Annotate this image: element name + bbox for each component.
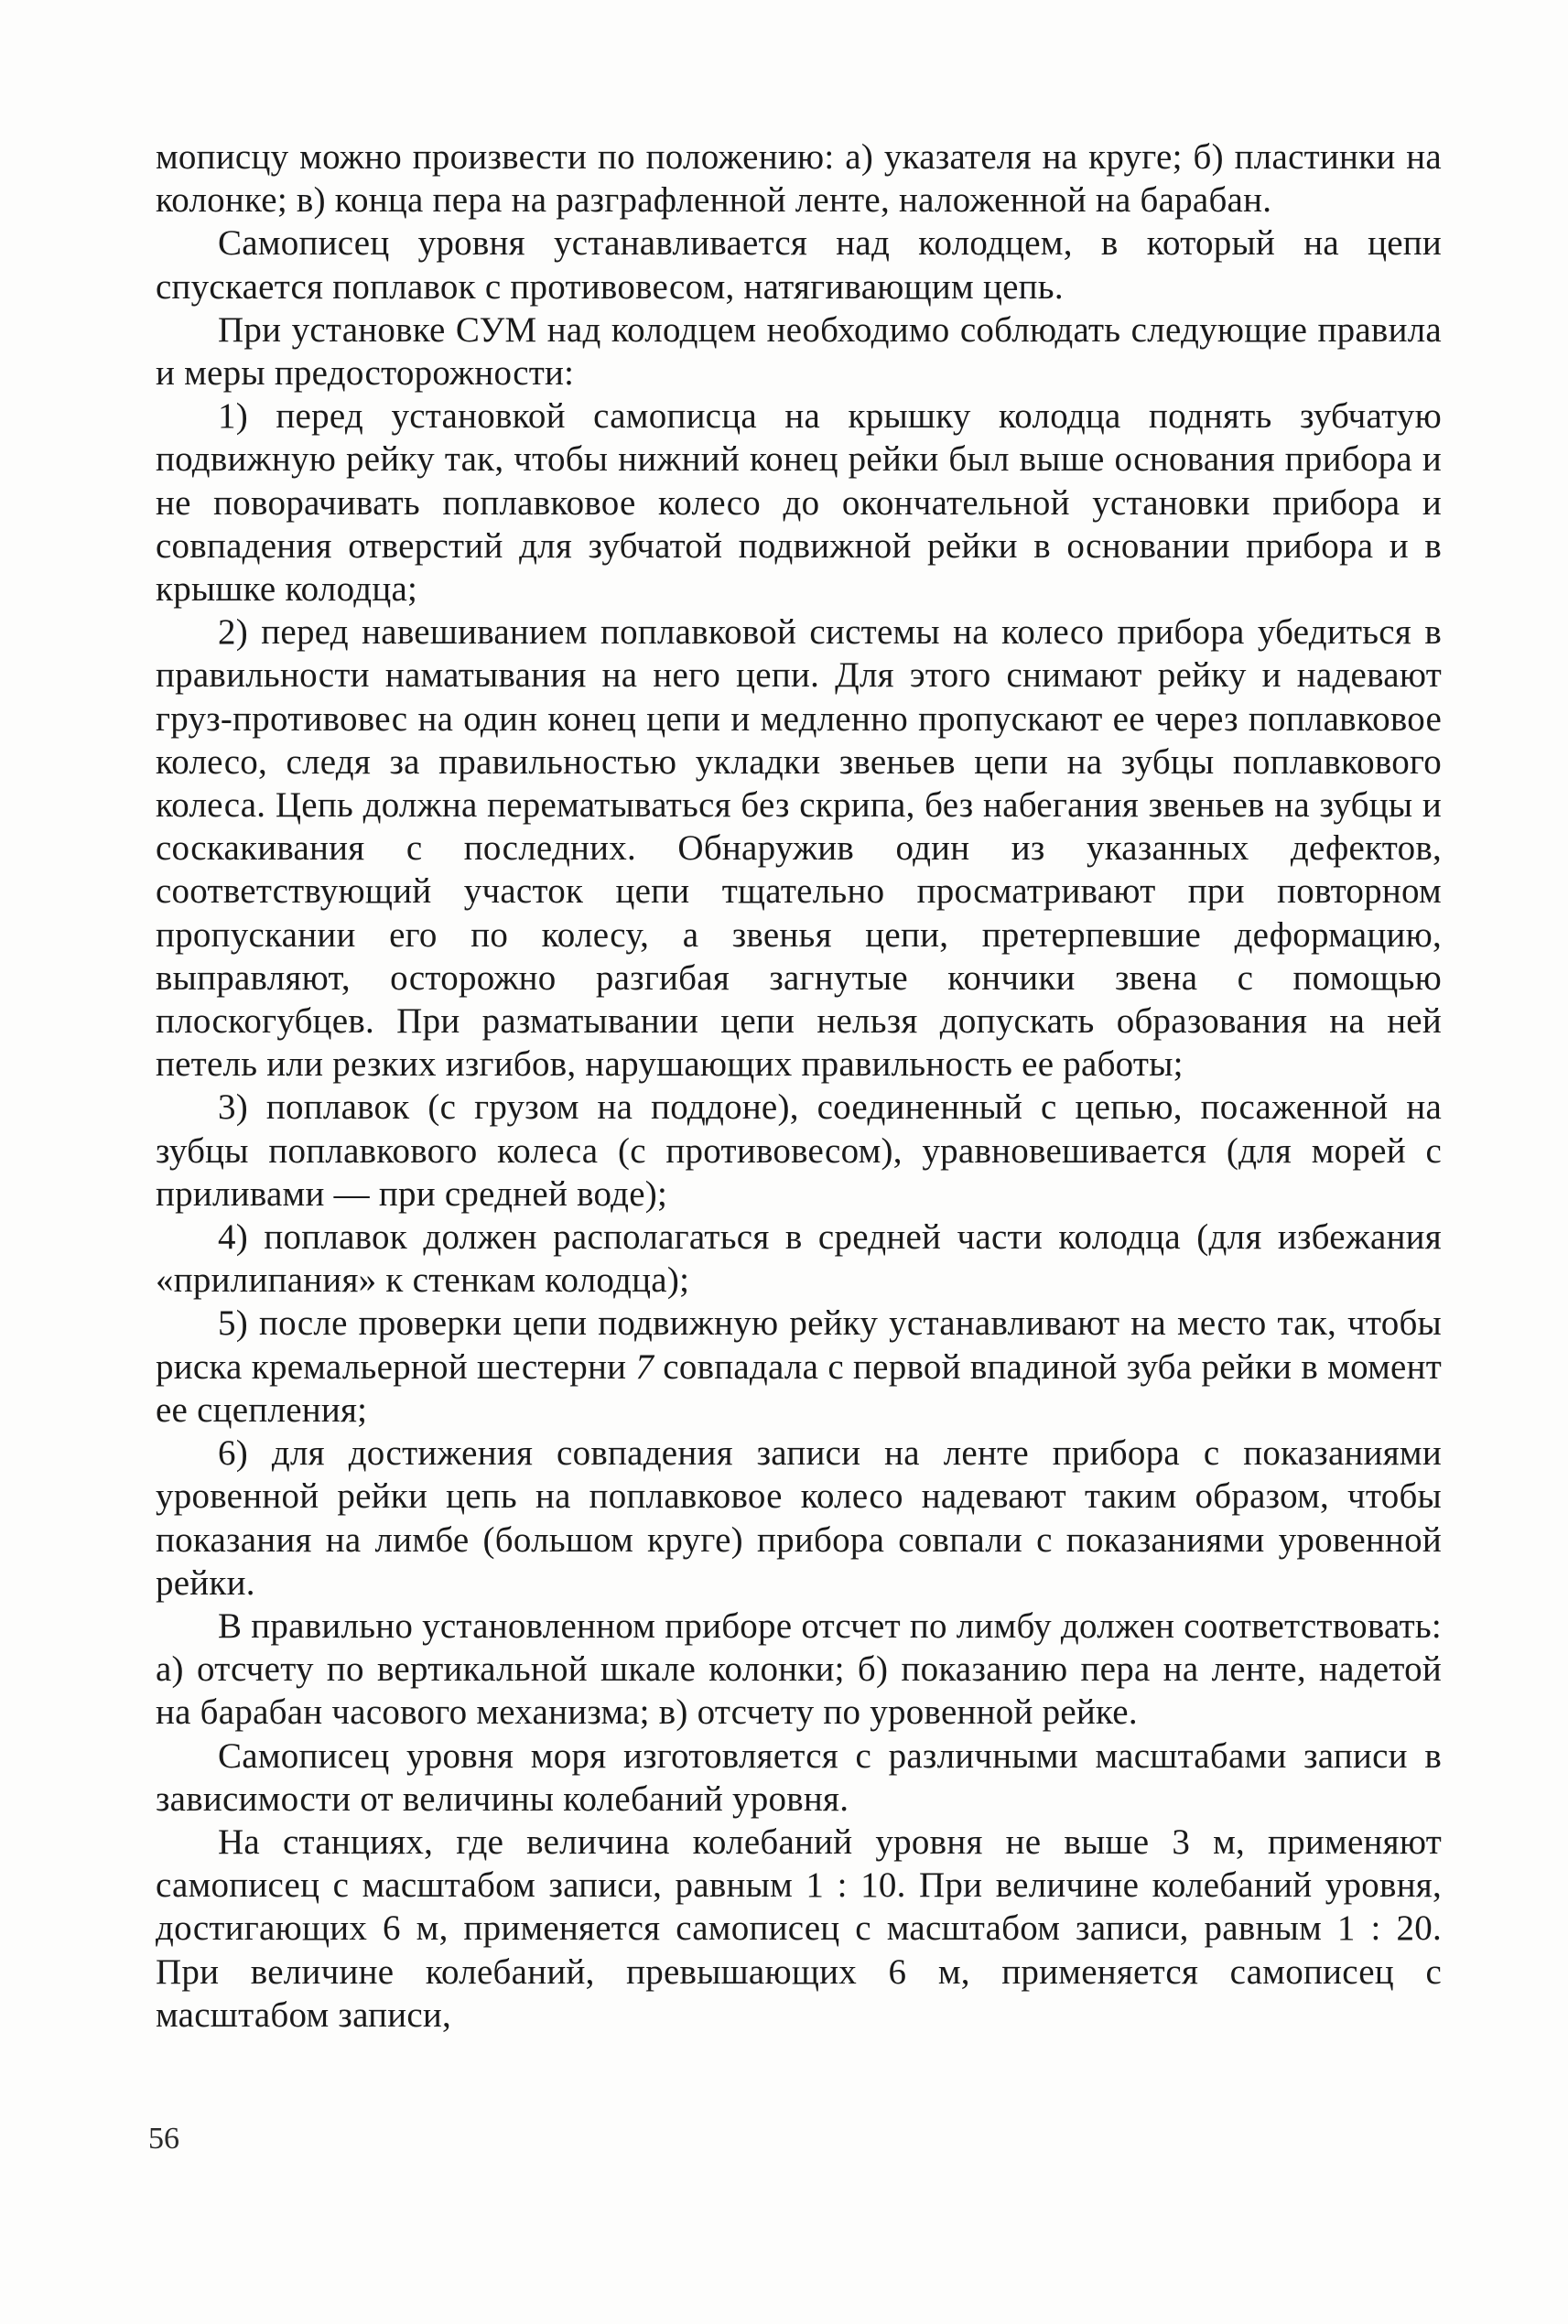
page-number: 56	[148, 2122, 179, 2156]
rule-item-5	[156, 1302, 1442, 1432]
paragraph-correct-reading: В правильно установленном приборе отсчет по лимбу должен соответствовать: а) отсчету по вертикальной шкале колонки; б) показанию пера на ленте, надетой на барабан часового механизма; в) отсчету по уровенной рейке.	[156, 1605, 1442, 1733]
rule-item-4: 4) поплавок должен располагаться в средней части колодца (для избежания «прилипания» к стенкам колодца);	[156, 1217, 1442, 1301]
paragraph-scales: Самописец уровня моря изготовляется с различными масштабами записи в зависимости от величины колебаний уровня.	[156, 1735, 1442, 1819]
gear-number: 7	[635, 1346, 654, 1387]
paragraph-continuation: мописцу можно произвести по положению: а) указателя на круге; б) пластинки на колонке; в) конца пера на разграфленной ленте, наложенной на барабан.	[156, 137, 1442, 221]
paragraph-installation: Самописец уровня устанавливается над колодцем, в который на цепи спускается поплавок с противовесом, натягивающим цепь.	[156, 223, 1442, 307]
rule-item-2: 2) перед навешиванием поплавковой системы на колесо прибора убедиться в правильности наматывания на него цепи. Для этого снимают рейку и надевают груз-противовес на один конец цепи и медленно пропускают ее через поплавковое колесо, следя за правильностью укладки звеньев цепи на зубцы поплавкового колеса. Цепь должна перематываться без скрипа, без набегания звеньев на зубцы и соскакивания с последних. Обнаружив один из указанных дефектов, соответствующий участок цепи тщательно просматривают при повторном пропускании его по колесу, а звенья цепи, претерпевшие деформацию, выправляют, осторожно разгибая загнутые кончики звена с помощью плоскогубцев. При разматывании цепи нельзя допускать образования на ней петель или резких изгибов, нарушающих правильность ее работы;	[156, 612, 1442, 1085]
rule-item-3: 3) поплавок (с грузом на поддоне), соединенный с цепью, посаженной на зубцы поплавкового колеса (с противовесом), уравновешивается (для морей с приливами — при средней воде);	[156, 1087, 1442, 1214]
rule-item-1: 1) перед установкой самописца на крышку колодца поднять зубчатую подвижную рейку так, чтобы нижний конец рейки был выше основания прибора и не поворачивать поплавковое колесо до окончательной установки прибора и совпадения отверстий для зубчатой подвижной рейки в основании прибора и в крышке колодца;	[156, 396, 1442, 610]
rule-item-6: 6) для достижения совпадения записи на ленте прибора с показаниями уровенной рейки цепь на поплавковое колесо надевают таким образом, чтобы показания на лимбе (большом круге) прибора совпали с показаниями уровенной рейки.	[156, 1433, 1442, 1603]
paragraph-rules-intro: При установке СУМ над колодцем необходимо соблюдать следующие правила и меры предосторожности:	[156, 309, 1442, 394]
rule-item-5-text-start: 5) после проверки цепи подвижную рейку устанавливают на место так, чтобы риска кремальерной шестерни	[156, 1303, 1442, 1387]
rule-item-5-text-end: совпадала с первой впадиной зуба рейки в момент ее сцепления;	[156, 1346, 1442, 1430]
body-text	[156, 135, 1442, 2037]
paragraph-stations: На станциях, где величина колебаний уровня не выше 3 м, применяют самописец с масштабом записи, равным 1 : 10. При величине колебаний уровня, достигающих 6 м, применяется самописец с масштабом записи, равным 1 : 20. При величине колебаний, превышающих 6 м, применяется самописец с масштабом записи,	[156, 1821, 1442, 2035]
